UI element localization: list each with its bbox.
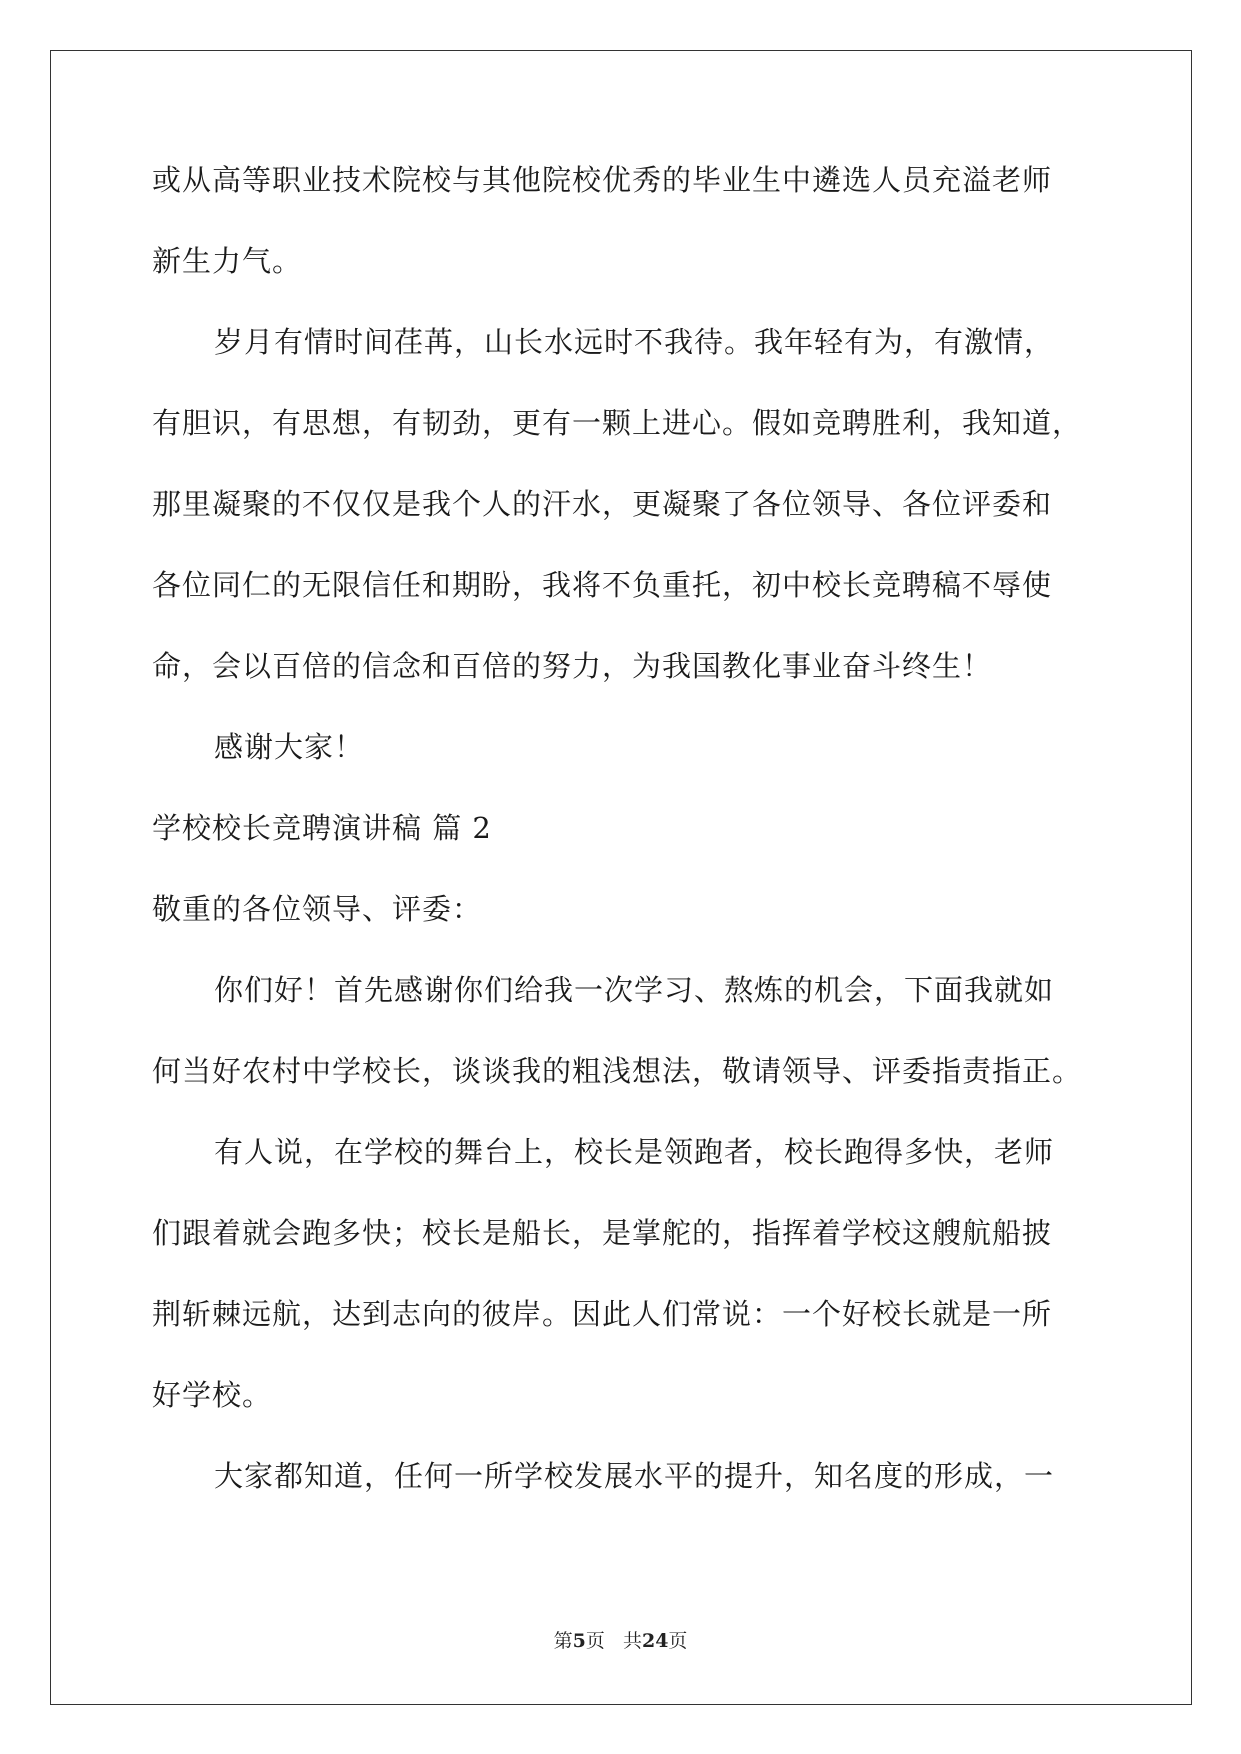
text-line: 你们好！首先感谢你们给我一次学习、熬炼的机会，下面我就如	[214, 973, 1055, 1007]
text-line: 新生力气。	[152, 244, 303, 278]
text-line: 何当好农村中学校长，谈谈我的粗浅想法，敬请领导、评委指责指正。	[152, 1054, 1083, 1088]
text-line: 感谢大家！	[214, 730, 365, 764]
text-line: 各位同仁的无限信任和期盼，我将不负重托，初中校长竞聘稿不辱使	[152, 568, 1053, 602]
text-line: 或从高等职业技术院校与其他院校优秀的毕业生中遴选人员充溢老师	[152, 163, 1053, 197]
section-heading: 学校校长竞聘演讲稿 篇 2	[152, 811, 492, 845]
text-line: 荆斩棘远航，达到志向的彼岸。因此人们常说：一个好校长就是一所	[152, 1297, 1053, 1331]
total-suffix: 页	[668, 1630, 688, 1652]
page-number: 5	[572, 1630, 586, 1652]
total-pages: 24	[641, 1630, 669, 1652]
text-line: 好学校。	[152, 1378, 273, 1412]
text-line: 们跟着就会跑多快；校长是船长，是掌舵的，指挥着学校这艘航船披	[152, 1216, 1053, 1250]
page-suffix: 页	[585, 1630, 605, 1652]
text-line: 大家都知道，任何一所学校发展水平的提升，知名度的形成，一	[214, 1459, 1055, 1493]
text-line: 命，会以百倍的信念和百倍的努力，为我国教化事业奋斗终生！	[152, 649, 993, 683]
document-body	[152, 160, 1092, 1537]
text-line: 有人说，在学校的舞台上，校长是领跑者，校长跑得多快，老师	[214, 1135, 1055, 1169]
salutation: 敬重的各位领导、评委：	[152, 892, 483, 926]
page-prefix: 第	[553, 1630, 573, 1652]
text-line: 有胆识，有思想，有韧劲，更有一颗上进心。假如竞聘胜利，我知道，	[152, 406, 1083, 440]
page-footer	[0, 1626, 1241, 1653]
text-line: 那里凝聚的不仅仅是我个人的汗水，更凝聚了各位领导、各位评委和	[152, 487, 1053, 521]
text-line: 岁月有情时间荏苒，山长水远时不我待。我年轻有为，有激情，	[214, 325, 1055, 359]
total-prefix: 共	[622, 1630, 642, 1652]
